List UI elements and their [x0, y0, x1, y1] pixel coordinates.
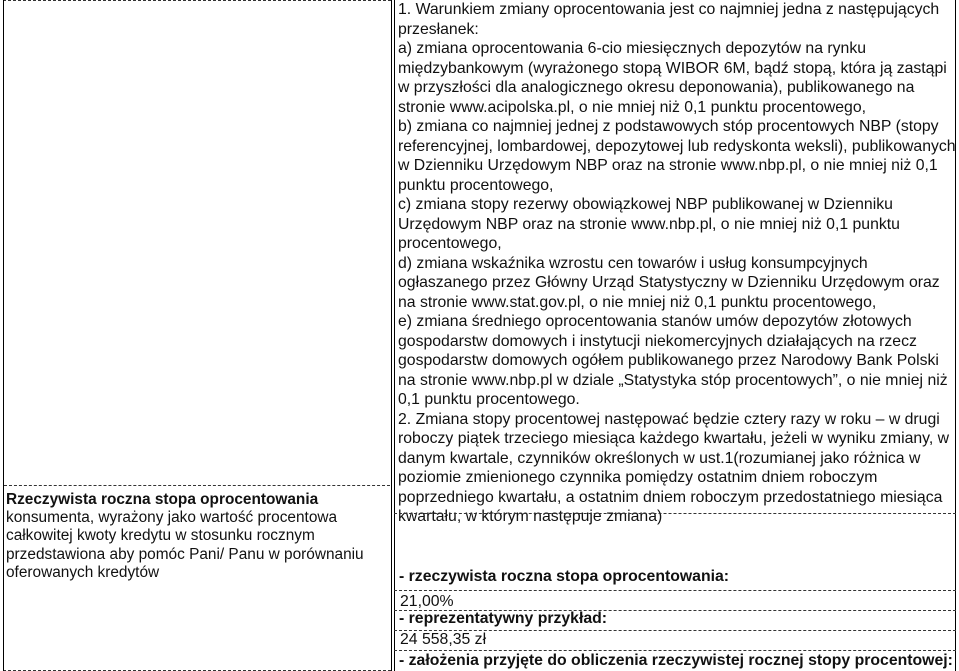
rate-label: - rzeczywista roczna stopa oprocentowania: — [399, 568, 730, 585]
example-value-divider — [394, 650, 956, 651]
clause-paragraph-2: 2. Zmiana stopy procentowej następować będzie cztery razy w roku – w drugi roboczy piątek trzeciego miesiąca każdego kwartału, jeżeli w wyniku zmiany, w danym kwartale, czynników określonych w ust.1(rozumianej jako różnica w poziomie zmienionego czynnika pomiędzy ostatnim dniem roboczym poprzedniego kwartału, a ostatnim dniem roboczym przedostatniego miesiąca kwartału, w którym następuje zmiana) — [398, 410, 950, 525]
clause-item-b: b) zmiana co najmniej jednej z podstawowych stóp procentowych NBP (stopy referencyjnej, lombardowej, depozytowej lub redyskonta weksli), publikowanych w Dzienniku Urzędowym NBP oraz na stronie www.nbp.pl, o nie mniej niż 0,1 punktu procentowego, — [398, 118, 956, 194]
rate-divider — [394, 590, 956, 591]
example-value: 24 558,35 zł — [400, 631, 487, 648]
clause-item-d: d) zmiana wskaźnika wzrostu cen towarów i usług konsumpcyjnych ogłaszanego przez Główny Urząd Statystyczny w Dzienniku Urzędowym oraz na stronie www.stat.gov.pl, o nie mniej niż 0,1 punktu procentowego, — [398, 254, 940, 311]
row-label — [6, 491, 386, 582]
clause-paragraph-1: 1. Warunkiem zmiany oprocentowania jest co najmniej jedna z następujących przesłanek: — [398, 1, 940, 38]
rate-value: 21,00% — [400, 593, 454, 610]
row-label-description: konsumenta, wyrażony jako wartość procentowa całkowitej kwoty kredytu w stosunku rocznym przedstawiona aby pomóc Pani/ Panu w porównaniu oferowanych kredytów — [6, 509, 364, 581]
example-label: - reprezentatywny przykład: — [399, 610, 608, 627]
clause-item-c: c) zmiana stopy rezerwy obowiązkowej NBP publikowanej w Dzienniku Urzędowym NBP oraz na stronie www.nbp.pl, o nie mniej niż 0,1 punktu procentowego, — [398, 196, 900, 252]
left-section-divider — [4, 485, 390, 486]
row-label-title: Rzeczywista roczna stopa oprocentowania — [6, 491, 319, 508]
assumptions-label: - założenia przyjęte do obliczenia rzeczywistej rocznej stopy procentowej: — [399, 652, 953, 669]
clause-item-a: a) zmiana oprocentowania 6-cio miesięcznych depozytów na rynku międzybankowym (wyrażonego stopą WIBOR 6M, bądź stopą, która ją zastąpi w przyszłości dla analogicznego okresu deponowania), publikowanego na stronie www.acipolska.pl, o nie mniej niż 0,1 punktu procentowego, — [398, 40, 947, 116]
clause-text-box — [398, 0, 956, 525]
clause-divider — [394, 513, 956, 514]
clause-item-e: e) zmiana średniego oprocentowania stanów umów depozytów złotowych gospodarstw domowych i instytucji niekomercyjnych działających na rzecz gospodarstw domowych ogółem publikowanego przez Narodowy Bank Polski na stronie www.nbp.pl w dziale „Statystyka stóp procentowych”, o nie mniej niż 0,1 punktu procentowego. — [398, 313, 948, 408]
clause-text — [398, 0, 956, 527]
